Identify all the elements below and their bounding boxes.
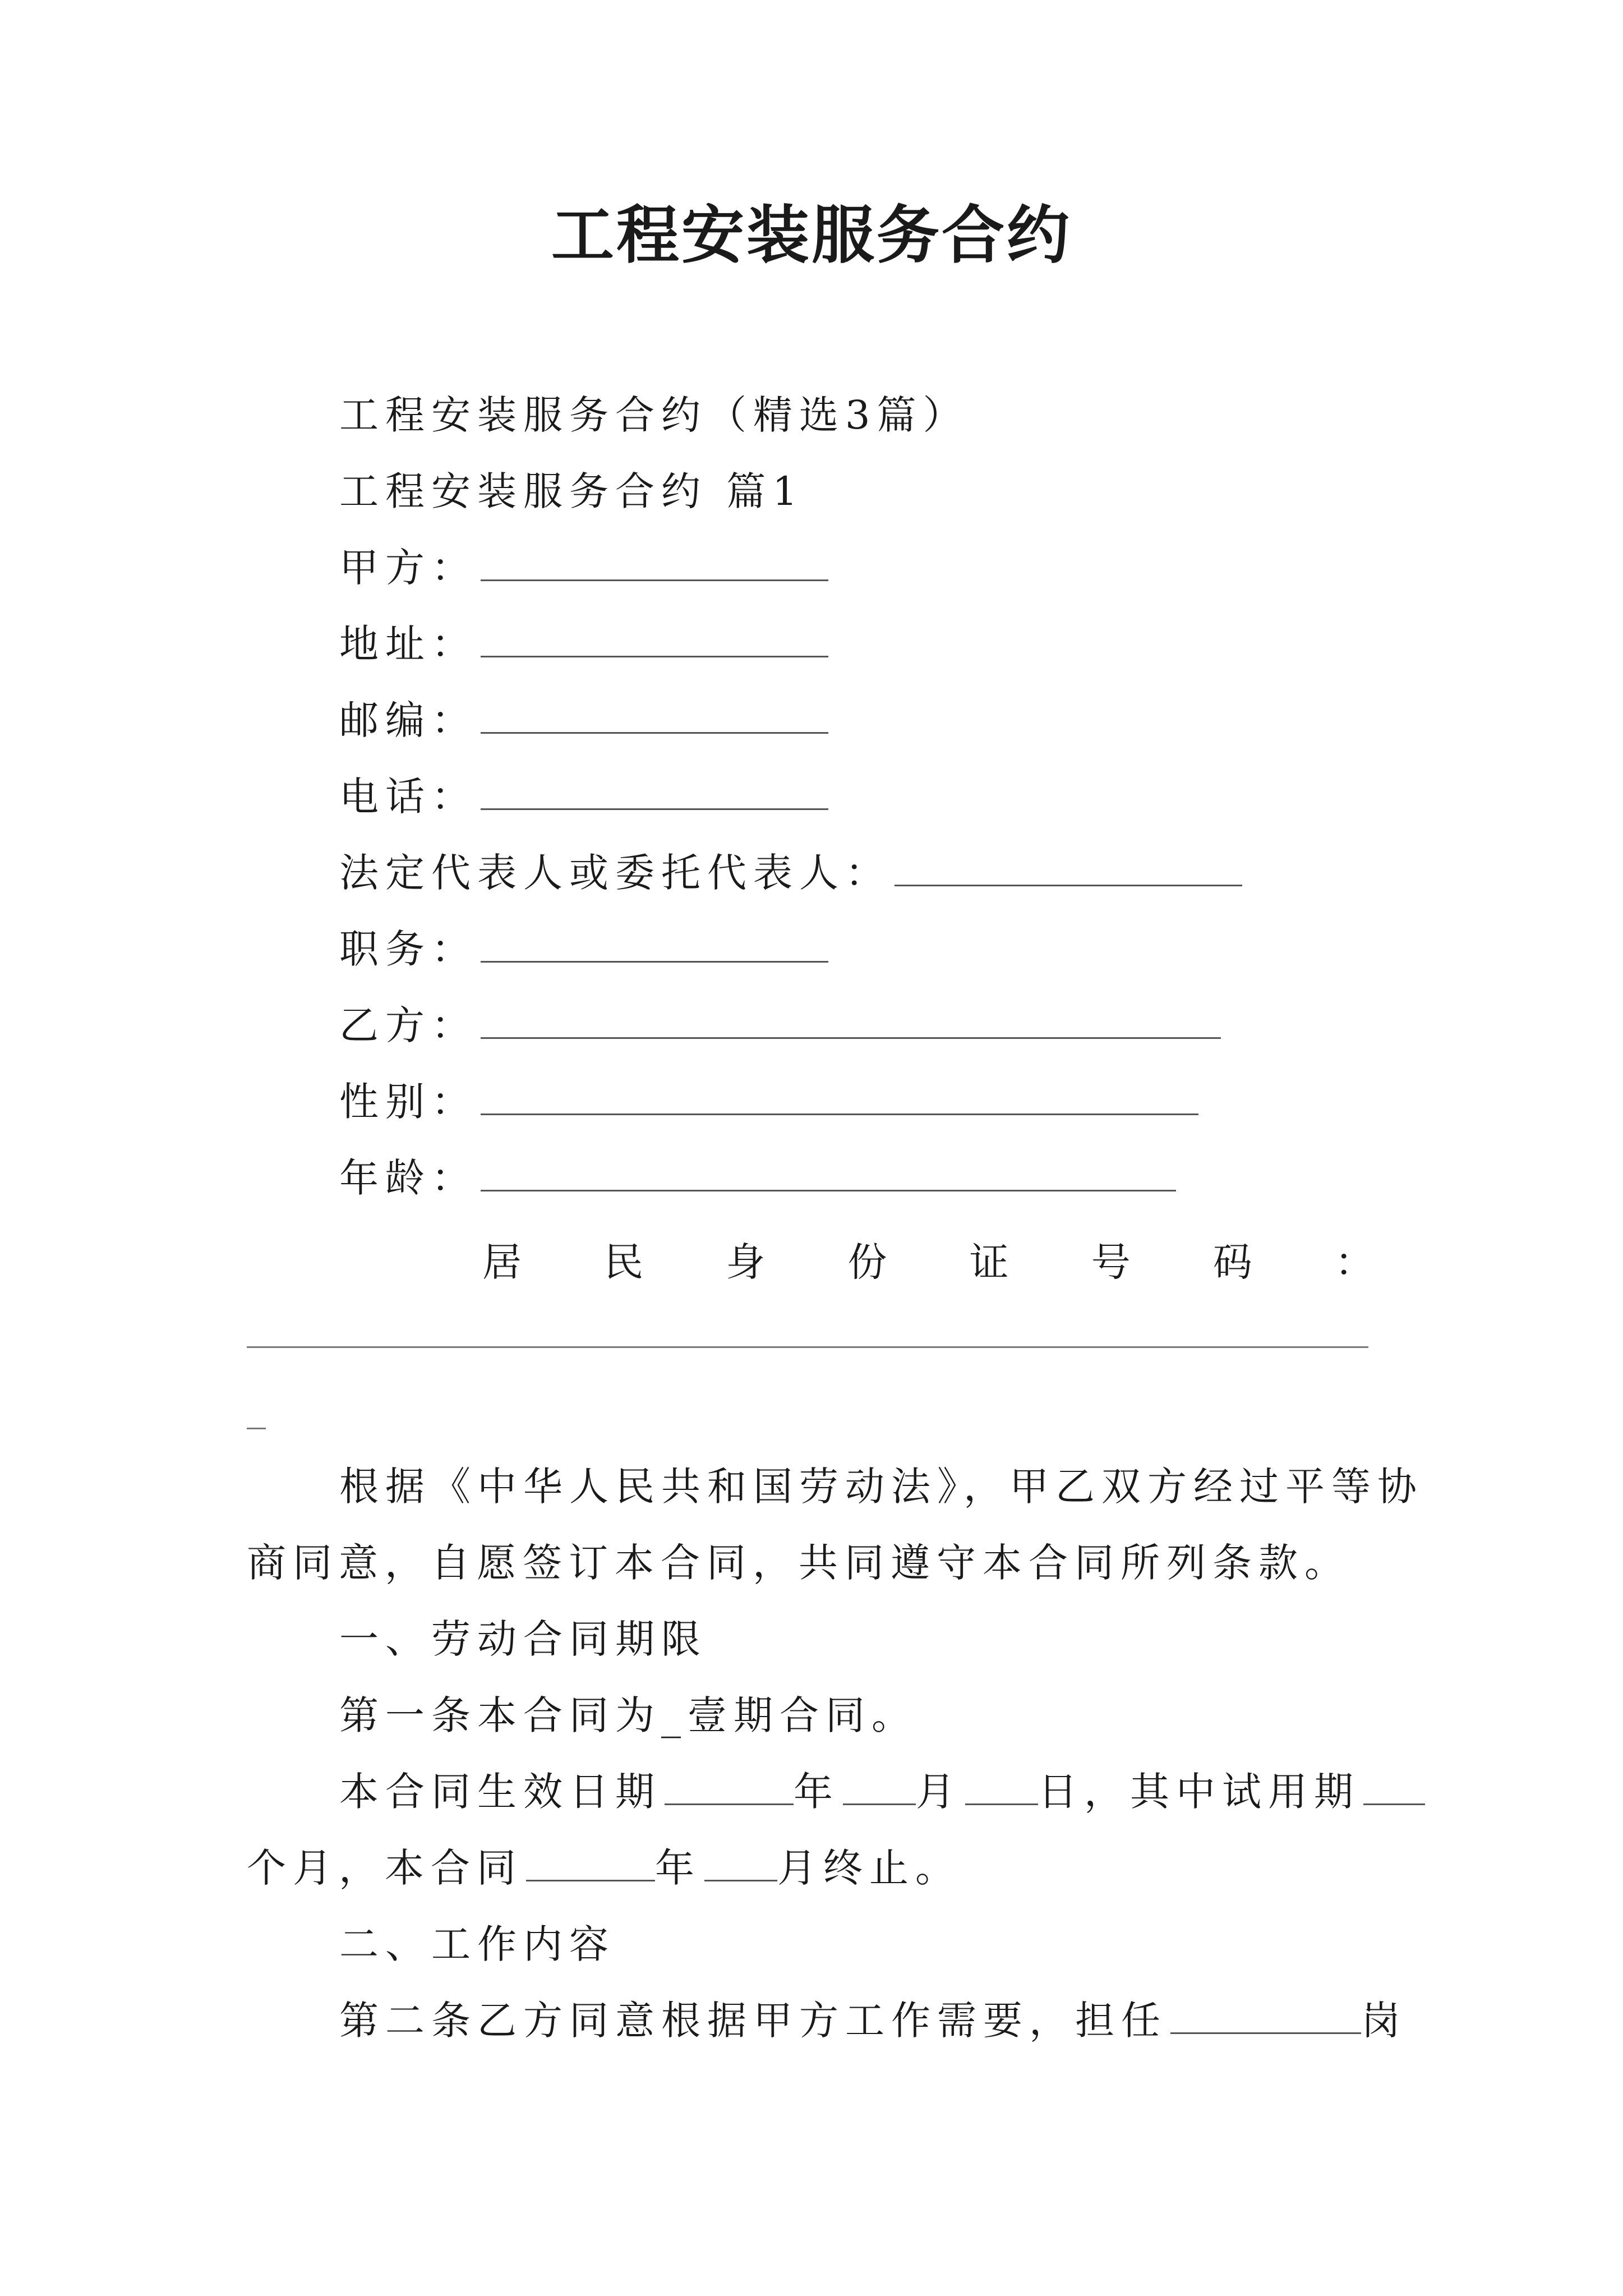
gender-blank[interactable] [481,1080,1198,1115]
document-title: 工程安装服务合约 [551,199,1072,272]
age-row [339,1150,1176,1206]
legal-rep-row [339,845,1242,901]
id-char: 民 [604,1239,644,1285]
termination-line [247,1840,961,1896]
id-char: 号 [1091,1239,1131,1285]
end-month-blank[interactable] [704,1846,777,1881]
phone-blank[interactable] [481,775,828,810]
month-label: 月 [916,1769,962,1815]
id-number-label [482,1234,1374,1290]
party-b-label: 乙方： [339,1002,477,1048]
legal-rep-blank[interactable] [895,851,1242,886]
position-row [339,921,828,977]
party-b-row [339,997,1221,1053]
section-heading-2: 二、工作内容 [339,1921,615,1967]
postcode-label: 邮编： [339,697,477,743]
position-blank[interactable] [481,927,828,963]
id-char: 份 [847,1239,887,1285]
age-blank[interactable] [481,1156,1176,1191]
article-1: 第一条本合同为_壹期合同。 [339,1692,917,1738]
effective-date-label: 本合同生效日期 [339,1769,661,1815]
year-label: 年 [794,1769,840,1815]
day-label: 日，其中试用期 [1038,1769,1360,1815]
end-year-blank[interactable] [526,1846,655,1881]
party-b-blank[interactable] [481,1004,1221,1039]
job-position-blank[interactable] [1170,1999,1361,2034]
id-char: ： [1334,1239,1374,1285]
year-label: 年 [655,1845,701,1891]
address-label: 地址： [339,621,477,667]
end-label: 月终止。 [777,1845,961,1891]
party-a-row [339,540,828,596]
eff-day-blank[interactable] [965,1770,1038,1805]
postcode-blank[interactable] [481,698,828,734]
gender-row [339,1074,1198,1130]
id-char: 居 [482,1239,522,1285]
section-heading-1: 一、劳动合同期限 [339,1616,707,1662]
section-heading: 工程安装服务合约 篇1 [339,468,804,514]
gender-label: 性别： [339,1079,477,1125]
id-char: 证 [969,1239,1009,1285]
postcode-row [339,692,828,748]
termination-label: 个月，本合同 [247,1845,523,1891]
paragraph-line: 商同意，自愿签订本合同，共同遵守本合同所列条款。 [247,1540,1350,1586]
id-number-blank-tail [247,1428,266,1429]
eff-year-blank[interactable] [665,1770,794,1805]
probation-blank[interactable] [1363,1770,1425,1805]
position-label: 职务： [339,926,477,972]
id-char: 码 [1212,1239,1252,1285]
article-2-tail: 岗 [1361,1998,1407,2044]
article-2-text: 第二条乙方同意根据甲方工作需要，担任 [339,1998,1167,2044]
id-number-blank[interactable] [247,1346,1368,1348]
party-a-blank[interactable] [481,546,828,581]
effective-date-line [339,1764,1425,1820]
party-a-label: 甲方： [339,545,477,591]
legal-rep-label: 法定代表人或委托代表人： [339,850,891,896]
document-subtitle: 工程安装服务合约（精选3篇） [339,392,969,438]
address-blank[interactable] [481,622,828,657]
address-row [339,616,828,672]
phone-row [339,769,828,825]
paragraph-line: 根据《中华人民共和国劳动法》，甲乙双方经过平等协 [339,1464,1423,1510]
eff-month-blank[interactable] [843,1770,916,1805]
phone-label: 电话： [339,774,477,820]
age-label: 年龄： [339,1155,477,1201]
id-char: 身 [726,1239,766,1285]
article-2 [339,1993,1407,2049]
